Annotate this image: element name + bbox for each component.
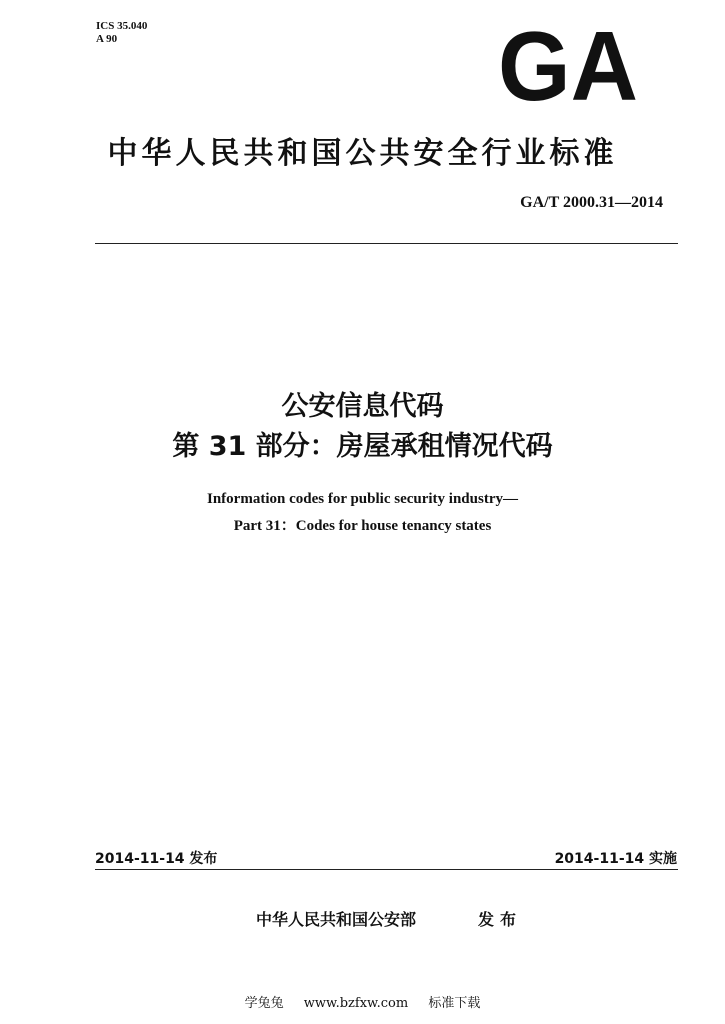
footer bbox=[0, 992, 725, 1011]
logo-text: GA bbox=[498, 28, 638, 102]
classification-codes bbox=[96, 20, 147, 46]
issue-word: 发布 bbox=[478, 910, 523, 929]
ccs-code: A 90 bbox=[96, 33, 118, 45]
top-divider bbox=[95, 243, 678, 244]
footer-url[interactable]: www.bzfxw.com bbox=[303, 996, 409, 1011]
title-cn-line1: 公安信息代码 bbox=[281, 391, 444, 422]
ga-logo bbox=[497, 28, 639, 102]
release-date: 2014-11-14 发布 bbox=[95, 851, 218, 867]
footer-site-name: 学兔兔 bbox=[244, 996, 284, 1011]
bottom-divider bbox=[95, 869, 678, 870]
issuer: 中华人民共和国公安部 bbox=[256, 910, 417, 929]
title-en-line2: Part 31：Codes for house tenancy states bbox=[233, 518, 492, 534]
ics-code: ICS 35.040 bbox=[96, 20, 148, 32]
footer-tagline: 标准下载 bbox=[428, 996, 481, 1011]
standard-code: GA/T 2000.31—2014 bbox=[520, 194, 663, 211]
implement-date: 2014-11-14 实施 bbox=[554, 851, 677, 867]
title-cn-line2: 第 31 部分：房屋承租情况代码 bbox=[172, 431, 553, 462]
standard-name: 中华人民共和国公共安全行业标准 bbox=[107, 136, 618, 171]
title-en-line1: Information codes for public security industry— bbox=[207, 491, 518, 507]
